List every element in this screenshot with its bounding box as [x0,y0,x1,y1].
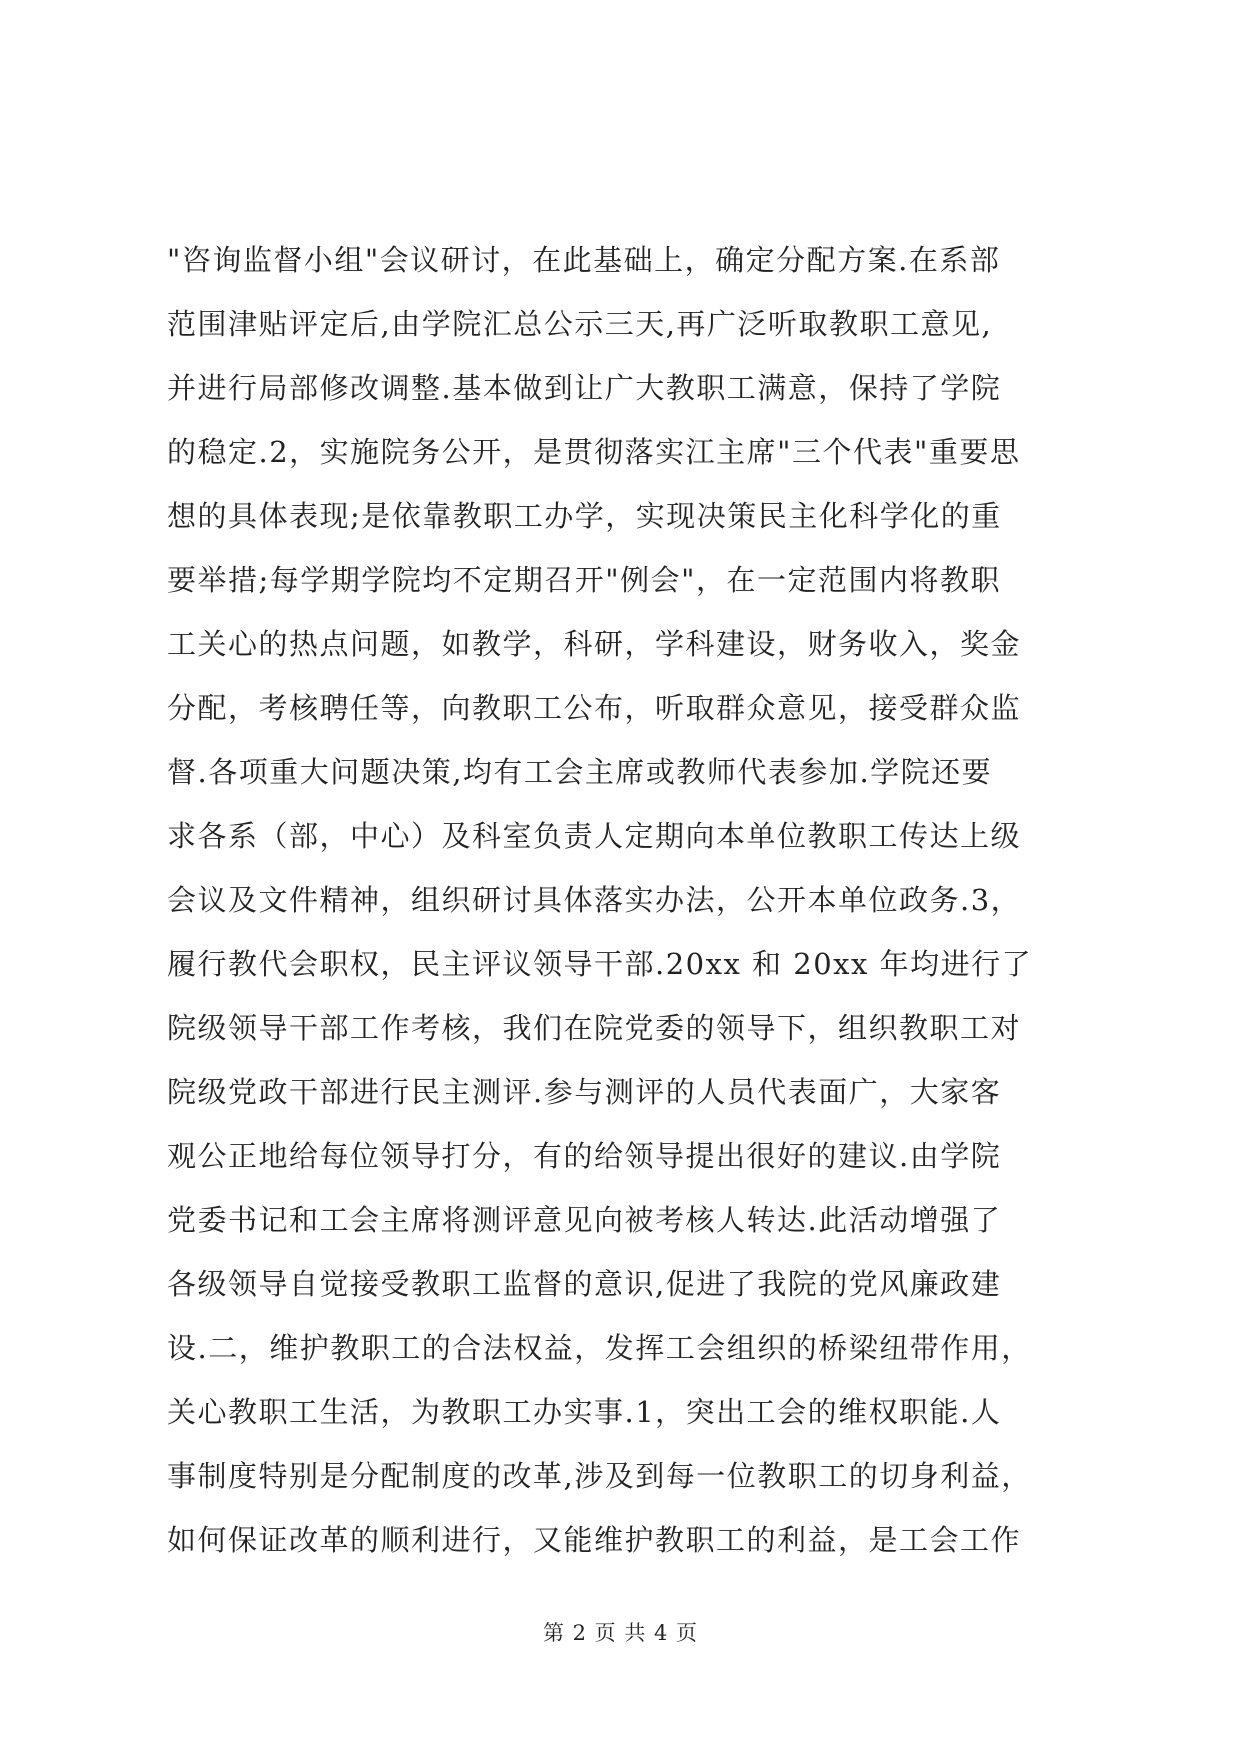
page-number-footer: 第 2 页 共 4 页 [542,1621,699,1645]
body-text [167,228,1107,1572]
text-line: 会议及文件精神，组织研讨具体落实办法，公开本单位政务.3， [167,883,1022,917]
text-line: 履行教代会职权，民主评议领导干部.20xx 和 20xx 年均进行了 [167,947,1033,981]
text-line: 各级领导自觉接受教职工监督的意识,促进了我院的党风廉政建 [167,1267,1002,1301]
text-line: 关心教职工生活，为教职工办实事.1，突出工会的维权职能.人 [167,1395,1002,1429]
text-line: 要举措;每学期学院均不定期召开"例会"，在一定范围内将教职 [167,563,1001,597]
text-line: 求各系（部，中心）及科室负责人定期向本单位教职工传达上级 [167,819,1022,853]
text-line: 院级党政干部进行民主测评.参与测评的人员代表面广，大家客 [167,1075,1002,1109]
text-line: 并进行局部修改调整.基本做到让广大教职工满意，保持了学院 [167,371,1002,405]
text-line: 想的具体表现;是依靠教职工办学，实现决策民主化科学化的重 [167,499,1002,533]
text-line: 观公正地给每位领导打分，有的给领导提出很好的建议.由学院 [167,1139,1002,1173]
text-line: 如何保证改革的顺利进行，又能维护教职工的利益，是工会工作 [167,1523,1022,1557]
text-line: 范围津贴评定后,由学院汇总公示三天,再广泛听取教职工意见, [167,307,993,341]
text-line: 工关心的热点问题，如教学，科研，学科建设，财务收入，奖金 [167,627,1022,661]
text-line: 督.各项重大问题决策,均有工会主席或教师代表参加.学院还要 [167,755,993,789]
text-line: 党委书记和工会主席将测评意见向被考核人转达.此活动增强了 [167,1203,1002,1237]
text-line: 事制度特别是分配制度的改革,涉及到每一位教职工的切身利益， [167,1459,1032,1493]
text-line: "咨询监督小组"会议研讨，在此基础上，确定分配方案.在系部 [167,243,1001,277]
text-line: 分配，考核聘任等，向教职工公布，听取群众意见，接受群众监 [167,691,1022,725]
text-line: 设.二，维护教职工的合法权益，发挥工会组织的桥梁纽带作用， [167,1331,1032,1365]
text-line: 院级领导干部工作考核，我们在院党委的领导下，组织教职工对 [167,1011,1022,1045]
text-line: 的稳定.2，实施院务公开，是贯彻落实江主席"三个代表"重要思 [167,435,1021,469]
